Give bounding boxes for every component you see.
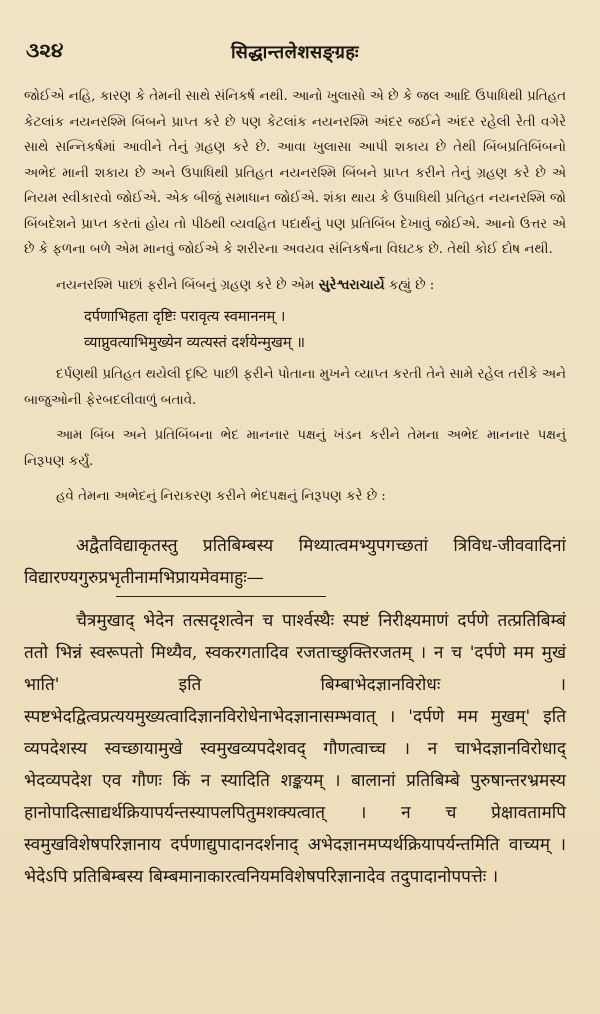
heading-underline — [116, 596, 326, 597]
verse-line-1: दर्पणाभिहता दृष्टिः परावृत्य स्वमाननम् । — [84, 308, 286, 325]
gujarati-paragraph-1: જોઈએ નહિ, કારણ કે તેમની સાથે સંનિકર્ષ નથી. આનો ખુલાસો એ છે કે જલ આદિ ઉપાધિથી પ્રતિહત કેટલાંક નયનરશ્મિ બિંબને પ્રાપ્ત કરે છે પણ કેટલાંક નયનરશ્મિ અંદર જઈને અંદર રહેલી રેતી વગેરે સાથે સન્નિકર્ષમાં આવીને તેનું ગ્રહણ કરે છે. આવા ખુલાસા આપી શકાય છે તેથી બિંબપ્રતિબિંબનો અભેદ માની શકાય છે અને ઉપાધિથી પ્રતિહત નયનરશ્મિ બિંબને પ્રાપ્ત કરીને તેનું ગ્રહણ કરે છે એ નિયમ સ્વીકારવો જોઈએ. એક બીજું સમાધાન જોઈએ. શંકા થાય કે ઉપાધિથી પ્રતિહત નયનરશ્મિ જો બિંબદેશને પ્રાપ્ત કરતાં હોય તો પીઠથી વ્યવહિત પદાર્થનું પણ પ્રતિબિંબ દેખાવું જોઈએ. આનો ઉત્તર એ છે કે ફળના બળે એમ માનવું જોઈએ કે શરીરના અવયવ સંનિકર્ષના વિઘટક છે. તેથી કોઈ દોષ નથી. — [24, 89, 566, 257]
sanskrit-heading: अद्वैतविद्याकृतस्तु प्रतिबिम्बस्य मिथ्यात्वमभ्युपगच्छतां त्रिविध-जीववादिनां विद्यारण्यगुरुप्रभृतीनामभिप्रायमेवमाहुः— — [24, 535, 566, 588]
sanskrit-body: चैत्रमुखाद् भेदेन तत्सदृशत्वेन च पार्श्वस्थैः स्पष्टं निरीक्ष्यमाणं दर्पणे तत्प्रतिबिम्बं ततो भिन्नं स्वरूपतो मिथ्यैव, स्वकरगतादिव रजताच्छुक्तिरजतम् । न च 'दर्पणे मम मुखं भाति' इति बिम्बाभेदज्ञानविरोधः । स्पष्टभेदद्वित्वप्रत्ययमुख्यत्वादिज्ञानविरोधेनाभेदज्ञानासम्भवात् । 'दर्पणे मम मुखम्' इति व्यपदेशस्य स्वच्छायामुखे स्वमुखव्यपदेशवद् गौणत्वाच्च । न चाभेदज्ञानविरोधाद् भेदव्यपदेश एव गौणः किं न स्यादिति शङ्कयम् । बालानां प्रतिबिम्बे पुरुषान्तरभ्रमस्य हानोपादित्साद्यर्थक्रियापर्यन्तस्यापलपितुमशक्यत्वात् । न च प्रेक्षावतामपि स्वमुखविशेषपरिज्ञानाय दर्पणाद्युपादानदर्शनाद् अभेदज्ञानमप्यर्थक्रियापर्यन्तमिति वाच्यम् । भेदेऽपि प्रतिबिम्बस्य बिम्बमानाकारत्वनियमविशेषपरिज्ञानादेव तदुपादानोपपत्तेः । — [24, 610, 566, 887]
page-number: ૩૨૪ — [26, 38, 64, 62]
gujarati-paragraph-5: હવે તેમના અભેદનું નિરાકરણ કરીને ભેદપક્ષનું નિરૂપણ કરે છે : — [56, 489, 386, 504]
author-name: સુરેશ્વરાચાર્યે — [318, 276, 385, 293]
gujarati-paragraph-3: દર્પણથી પ્રતિહત થયેલી દૃષ્ટિ પાછી ફરીને પોતાના મુખને વ્યાપ્ત કરતી તેને સામે રહેલ તરીકે અને બાજુઓની ફેરબદલીવાળું બતાવે. — [24, 367, 566, 408]
gujarati-paragraph-4: આમ બિંબ અને પ્રતિબિંબના ભેદ માનનાર પક્ષનું ખંડન કરીને તેમના અભેદ માનનાર પક્ષનું નિરૂપણ કર્યું. — [24, 428, 566, 469]
running-head: सिद्धान्तलेशसङ्ग्रहः — [230, 42, 360, 63]
sanskrit-verse — [84, 304, 566, 356]
gujarati-paragraph-2 — [24, 273, 566, 299]
page-header — [24, 32, 566, 72]
para2-prefix: નયનરશ્મિ પાછાં ફરીને બિંબનું ગ્રહણ કરે છે એમ — [56, 277, 319, 293]
verse-line-2: व्याप्नुवत्याभिमुख्येन व्यत्यस्तं दर्शयेन्मुखम् ॥ — [84, 334, 305, 351]
para2-suffix: કહ્યું છે : — [384, 277, 435, 293]
